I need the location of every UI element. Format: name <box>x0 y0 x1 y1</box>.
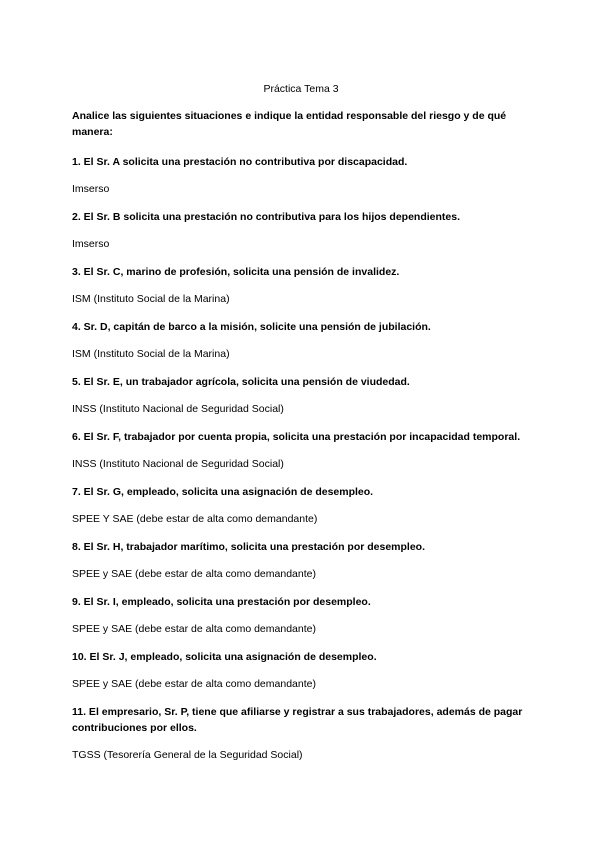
question-text: 4. Sr. D, capitán de barco a la misión, solicite una pensión de jubilación. <box>72 321 431 333</box>
document-title: Práctica Tema 3 <box>263 83 339 95</box>
answer-text: INSS (Instituto Nacional de Seguridad Social) <box>72 458 284 470</box>
answer-text: ISM (Instituto Social de la Marina) <box>72 348 230 360</box>
question-text: 11. El empresario, Sr. P, tiene que afiliarse y registrar a sus trabajadores, además de pagar contribuciones por ellos. <box>72 706 523 734</box>
answer-text: INSS (Instituto Nacional de Seguridad Social) <box>72 403 284 415</box>
question-text: 6. El Sr. F, trabajador por cuenta propia, solicita una prestación por incapacidad temporal. <box>72 431 521 443</box>
question-text: 3. El Sr. C, marino de profesión, solicita una pensión de invalidez. <box>72 266 400 278</box>
question-text: 5. El Sr. E, un trabajador agrícola, solicita una pensión de viudedad. <box>72 376 410 388</box>
answer-text: Imserso <box>72 238 110 250</box>
question-item <box>72 374 530 416</box>
question-item <box>72 484 530 526</box>
question-text: 10. El Sr. J, empleado, solicita una asignación de desempleo. <box>72 651 377 663</box>
question-text: 9. El Sr. I, empleado, solicita una prestación por desempleo. <box>72 596 371 608</box>
answer-text: SPEE y SAE (debe estar de alta como demandante) <box>72 623 316 635</box>
answer-text: Imserso <box>72 183 110 195</box>
answer-text: SPEE Y SAE (debe estar de alta como demandante) <box>72 513 318 525</box>
question-item <box>72 594 530 636</box>
question-item <box>72 649 530 691</box>
question-item <box>72 539 530 581</box>
question-item <box>72 704 530 762</box>
question-item <box>72 209 530 251</box>
question-item <box>72 154 530 196</box>
answer-text: SPEE y SAE (debe estar de alta como demandante) <box>72 568 316 580</box>
question-text: 1. El Sr. A solicita una prestación no contributiva por discapacidad. <box>72 156 408 168</box>
question-item <box>72 264 530 306</box>
answer-text: SPEE y SAE (debe estar de alta como demandante) <box>72 678 316 690</box>
question-text: 7. El Sr. G, empleado, solicita una asignación de desempleo. <box>72 486 374 498</box>
question-text: 2. El Sr. B solicita una prestación no contributiva para los hijos dependientes. <box>72 211 461 223</box>
answer-text: TGSS (Tesorería General de la Seguridad Social) <box>72 749 303 761</box>
answer-text: ISM (Instituto Social de la Marina) <box>72 293 230 305</box>
question-text: 8. El Sr. H, trabajador marítimo, solicita una prestación por desempleo. <box>72 541 426 553</box>
question-item <box>72 429 530 471</box>
question-item <box>72 319 530 361</box>
intro-text: Analice las siguientes situaciones e indique la entidad responsable del riesgo y de qué manera: <box>72 110 507 138</box>
